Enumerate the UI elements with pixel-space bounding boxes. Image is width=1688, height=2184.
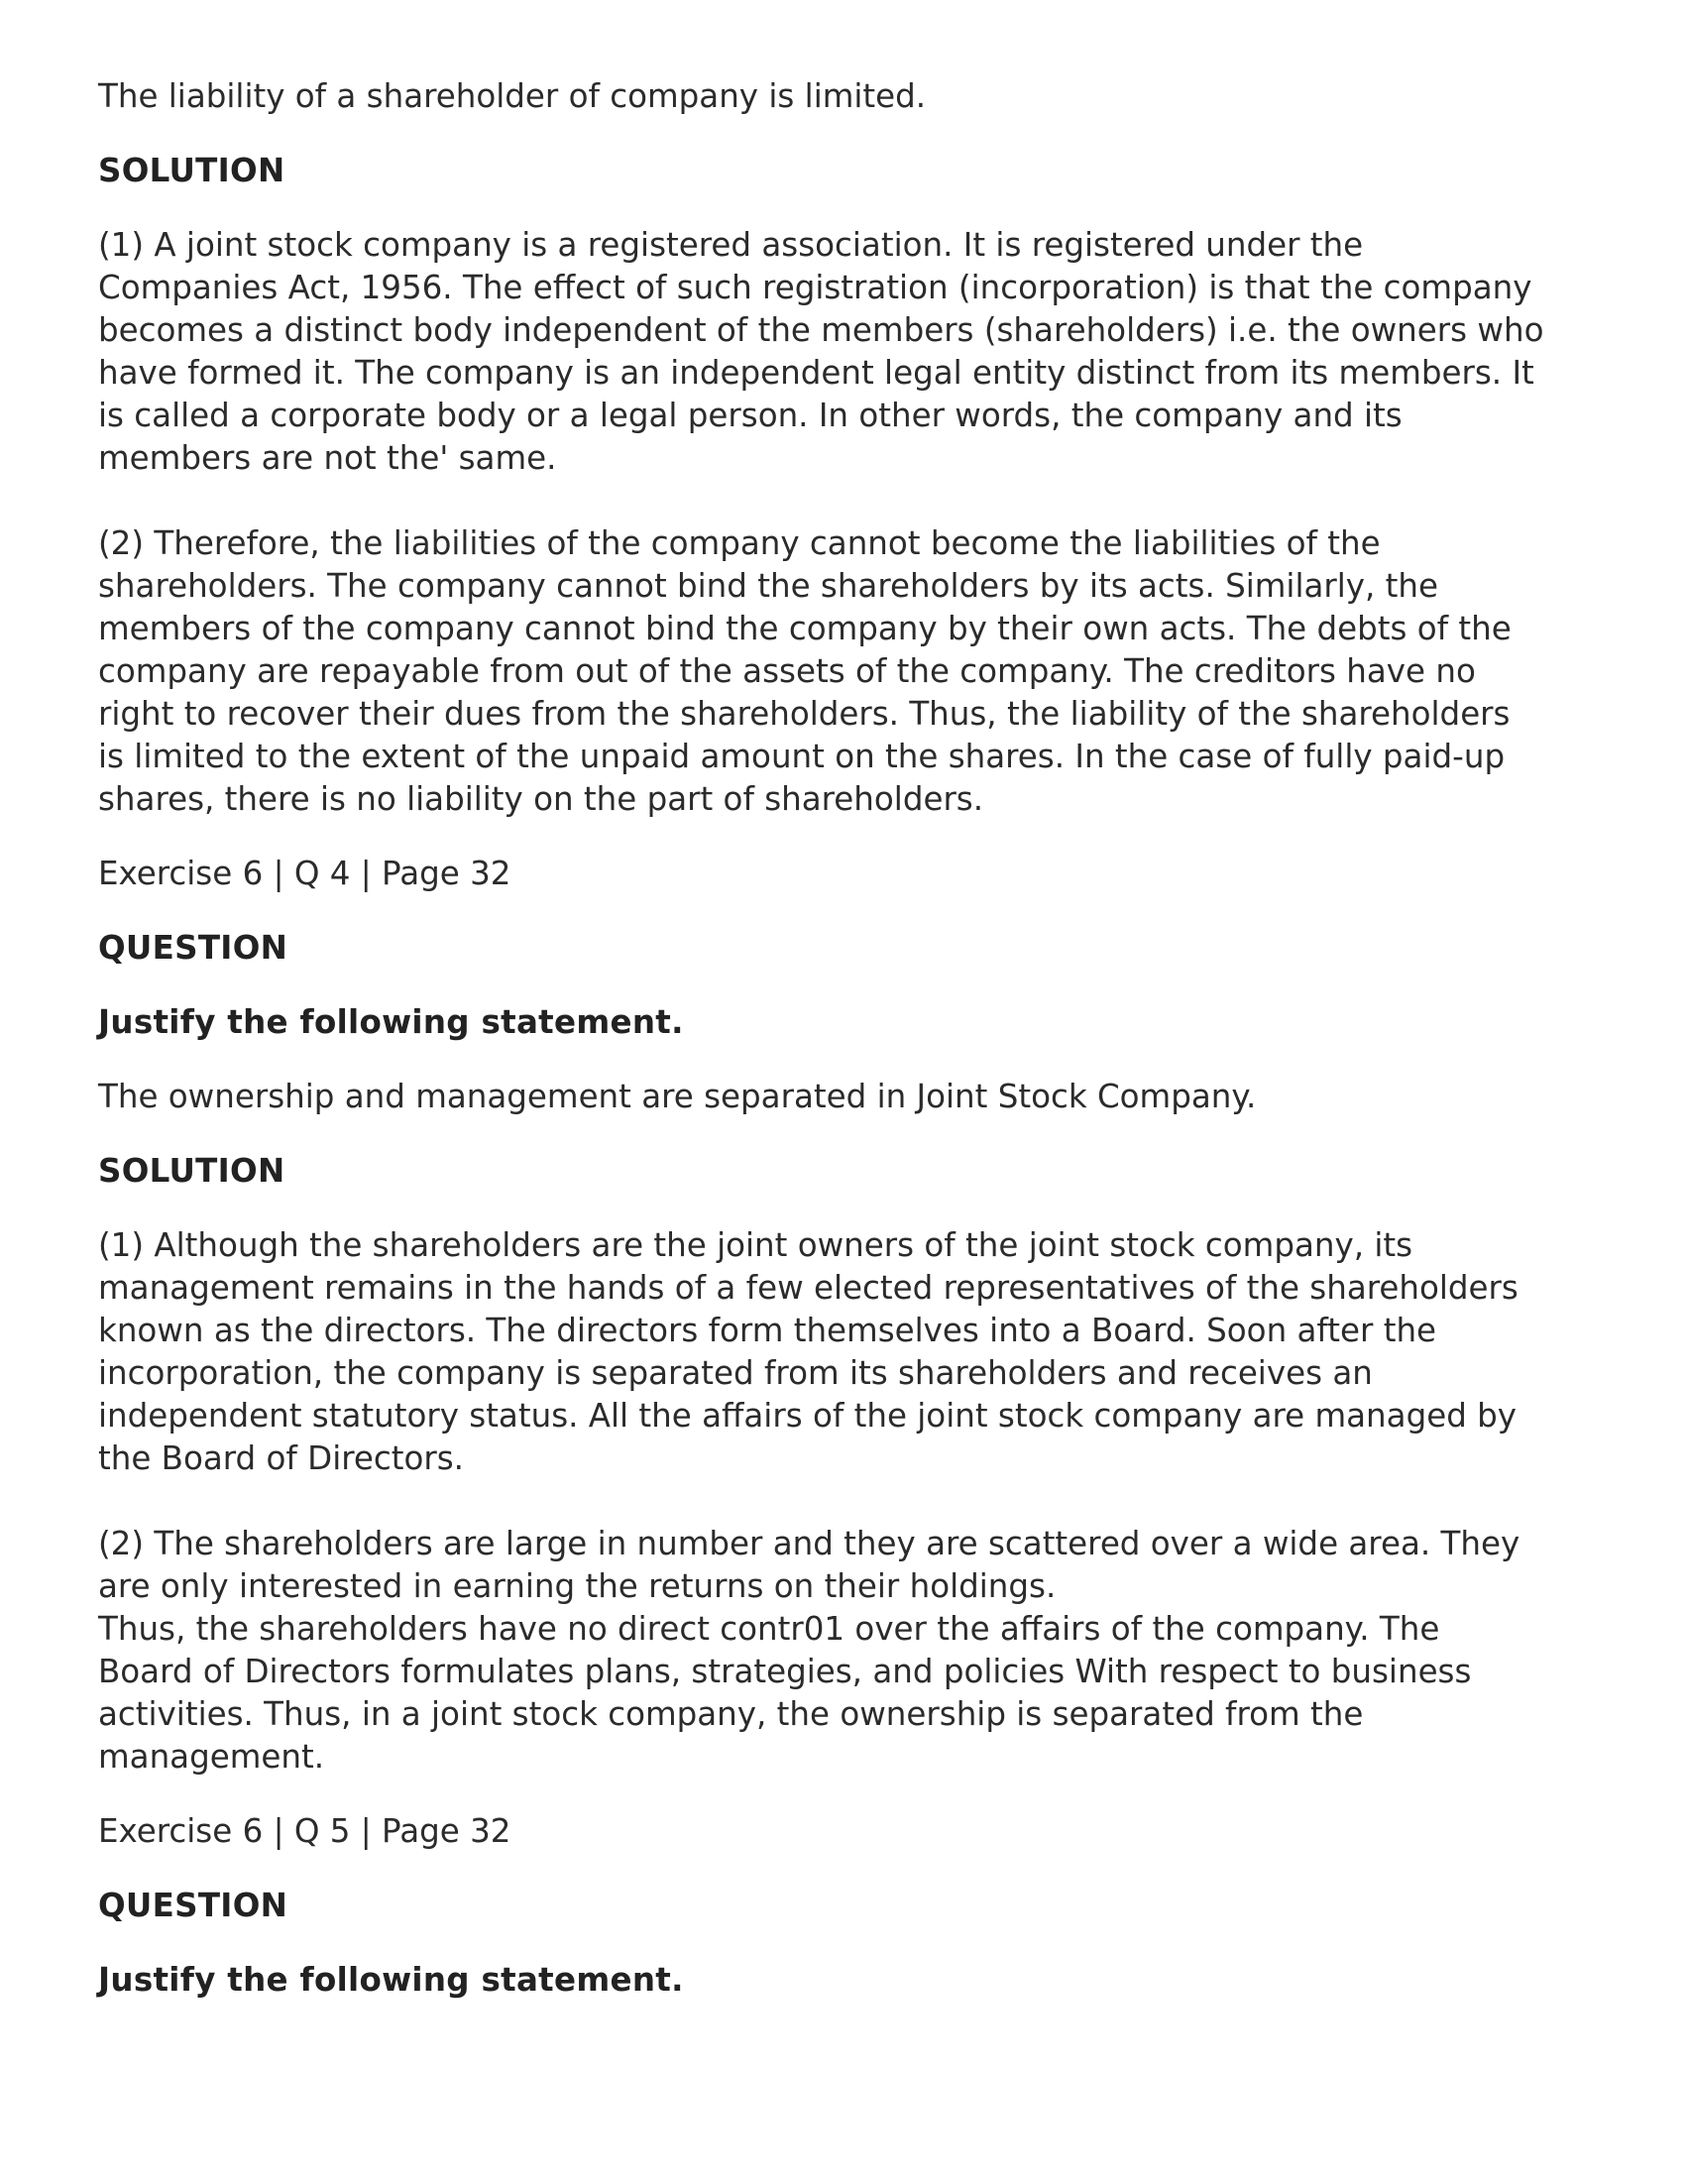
solution-paragraph-1: (1) A joint stock company is a registered association. It is registered under the Companies Act, 1956. The effect of such registration (incorporation) is that the company becomes a distinct body independent of the members (shareholders) i.e. the owners who have formed it. The company is an independent legal entity distinct from its members. It is called a corporate body or a legal person. In other words, the company and its members are not the' same. <box>98 226 1544 477</box>
solution-paragraph-1-q4: (1) Although the shareholders are the joint owners of the joint stock company, its management remains in the hands of a few elected representatives of the shareholders known as the directors. The directors form themselves into a Board. Soon after the incorporation, the company is separated from its shareholders and receives an independent statutory status. All the affairs of the joint stock company are managed by the Board of Directors. <box>98 1226 1519 1477</box>
exercise-reference-q5: Exercise 6 | Q 5 | Page 32 <box>98 1812 511 1850</box>
intro-statement: The liability of a shareholder of company is limited. <box>98 77 927 115</box>
question-prompt-q4: Justify the following statement. <box>98 1003 684 1041</box>
solution-paragraph-2: (2) Therefore, the liabilities of the company cannot become the liabilities of the shareholders. The company cannot bind the shareholders by its acts. Similarly, the members of the company cannot bind the company by their own acts. The debts of the company are repayable from out of the assets of the company. The creditors have no right to recover their dues from the shareholders. Thus, the liability of the shareholders is limited to the extent of the unpaid amount on the shares. In the case of fully paid-up shares, there is no liability on the part of shareholders. <box>98 524 1512 818</box>
exercise-reference-q4: Exercise 6 | Q 4 | Page 32 <box>98 855 511 892</box>
question-statement-q4: The ownership and management are separated in Joint Stock Company. <box>98 1078 1257 1115</box>
question-heading-q4: QUESTION <box>98 929 288 967</box>
solution-heading: SOLUTION <box>98 152 285 189</box>
solution-paragraph-2-q4: (2) The shareholders are large in number and they are scattered over a wide area. They are only interested in earning the returns on their holdings. Thus, the shareholders have no direct contr01 over the affairs of the company. The Board of Directors formulates plans, strategies, and policies With respect to business activities. Thus, in a joint stock company, the ownership is separated from the management. <box>98 1525 1520 1776</box>
question-heading-q5: QUESTION <box>98 1887 288 1924</box>
document-page <box>98 75 1605 2002</box>
question-prompt-q5: Justify the following statement. <box>98 1961 684 1999</box>
solution-heading-q4: SOLUTION <box>98 1152 285 1190</box>
